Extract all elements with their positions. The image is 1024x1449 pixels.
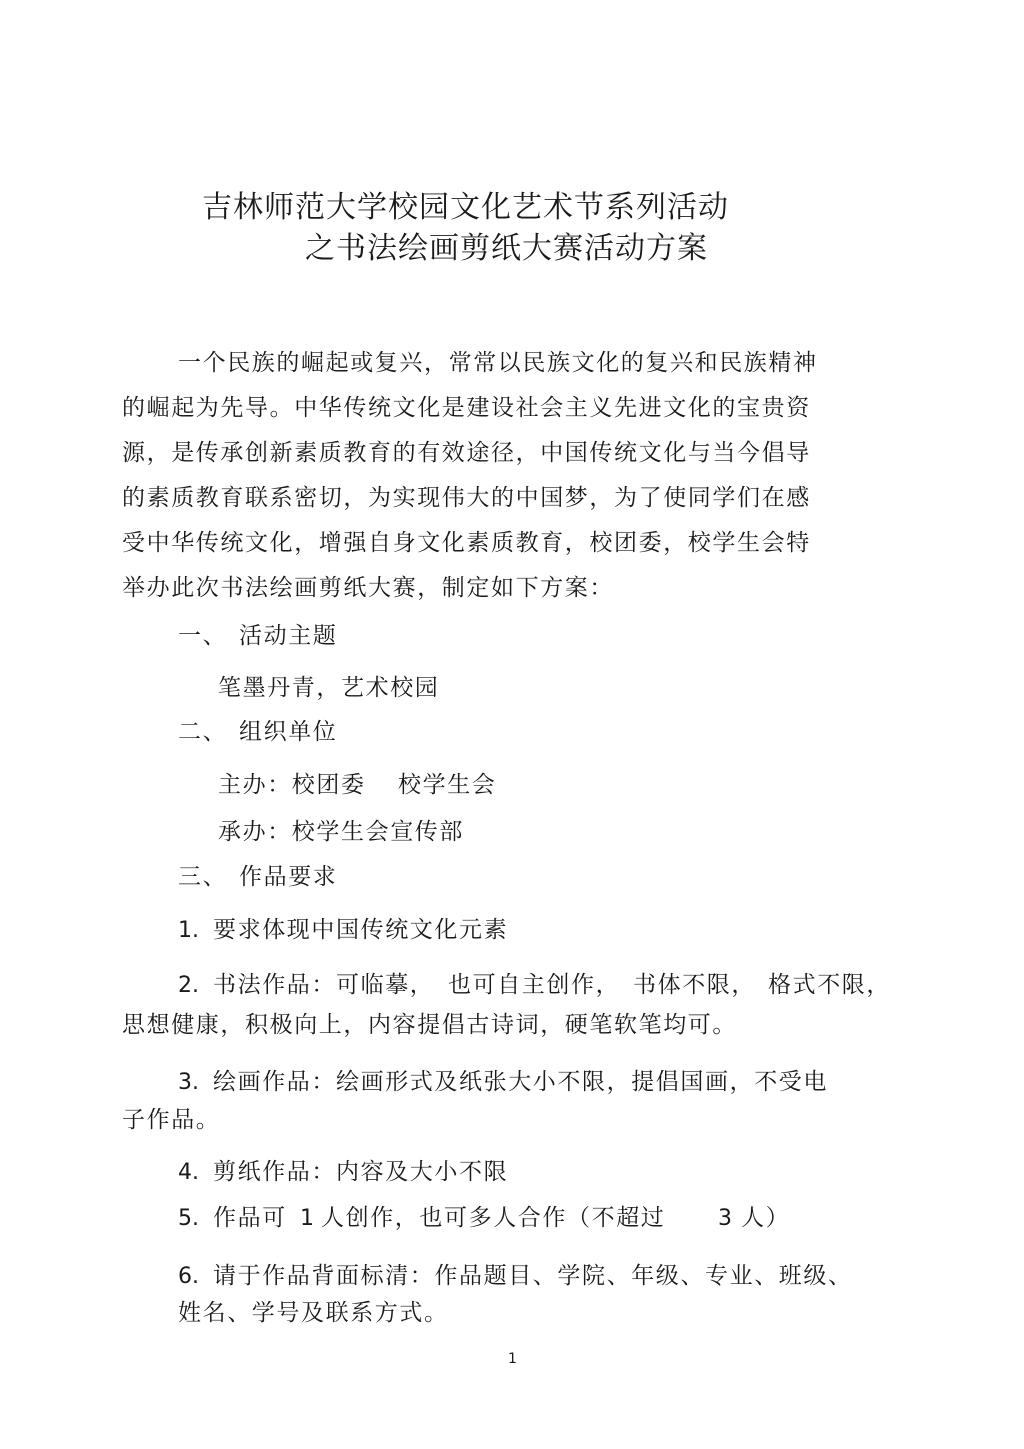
section-1-heading: 活动主题 (239, 623, 338, 649)
section-2-marker: 二、 (178, 719, 228, 745)
section-1-content: 笔墨丹青，艺术校园 (218, 675, 440, 701)
item-6-line-2: 姓名、学号及联系方式。 (178, 1300, 449, 1326)
item-2-part-a: 书法作品：可临摹， (213, 972, 435, 998)
item-4-text: 剪纸作品：内容及大小不限 (213, 1159, 509, 1185)
item-2-number: 2. (178, 973, 199, 998)
section-2-host: 主办：校团委 (218, 772, 366, 798)
intro-line: 受中华传统文化，增强自身文化素质教育，校团委，校学生会特 (122, 530, 811, 556)
item-2-line-2: 思想健康，积极向上，内容提倡古诗词，硬笔软笔均可。 (122, 1012, 737, 1038)
intro-line: 的崛起为先导。中华传统文化是建设社会主义先进文化的宝贵资 (122, 395, 811, 421)
page-number: 1 (508, 1351, 517, 1367)
section-1-marker: 一、 (178, 623, 228, 649)
section-2-host-second: 校学生会 (398, 772, 497, 798)
section-2-heading: 组织单位 (239, 719, 338, 745)
item-2-part-c: 书体不限， (633, 972, 756, 998)
item-4-number: 4. (178, 1160, 199, 1185)
item-2-part-b: 也可自主创作， (448, 972, 621, 998)
intro-line: 举办此次书法绘画剪纸大赛，制定如下方案： (122, 575, 614, 601)
item-6-number: 6. (178, 1264, 199, 1289)
item-3-number: 3. (178, 1070, 199, 1095)
section-2-organizer: 承办：校学生会宣传部 (218, 819, 464, 845)
title-line-2: 之书法绘画剪纸大赛活动方案 (305, 231, 708, 266)
item-5-number: 5. (178, 1206, 199, 1231)
item-6-text: 请于作品背面标清：作品题目、学院、年级、专业、班级、 (213, 1263, 853, 1289)
title-line-1: 吉林师范大学校园文化艺术节系列活动 (202, 190, 729, 225)
item-5-max: 3 (718, 1206, 732, 1231)
item-2-part-d: 格式不限， (768, 972, 891, 998)
item-5-part-a: 作品可 (213, 1205, 287, 1231)
item-5-part-b: 人创作，也可多人合作（不超过 (321, 1205, 666, 1231)
item-1-number: 1. (178, 918, 199, 943)
item-3-line-2: 子作品。 (122, 1107, 221, 1133)
item-1-text: 要求体现中国传统文化元素 (213, 917, 509, 943)
item-5-count: 1 (300, 1206, 314, 1231)
section-3-heading: 作品要求 (239, 864, 338, 890)
intro-line: 一个民族的崛起或复兴，常常以民族文化的复兴和民族精神 (178, 350, 818, 376)
item-3-text: 绘画作品：绘画形式及纸张大小不限，提倡国画，不受电 (213, 1069, 828, 1095)
intro-line: 的素质教育联系密切，为实现伟大的中国梦，为了使同学们在感 (122, 485, 811, 511)
intro-line: 源，是传承创新素质教育的有效途径，中国传统文化与当今倡导 (122, 440, 811, 466)
item-5-part-c: 人） (741, 1205, 791, 1231)
section-3-marker: 三、 (178, 864, 228, 890)
